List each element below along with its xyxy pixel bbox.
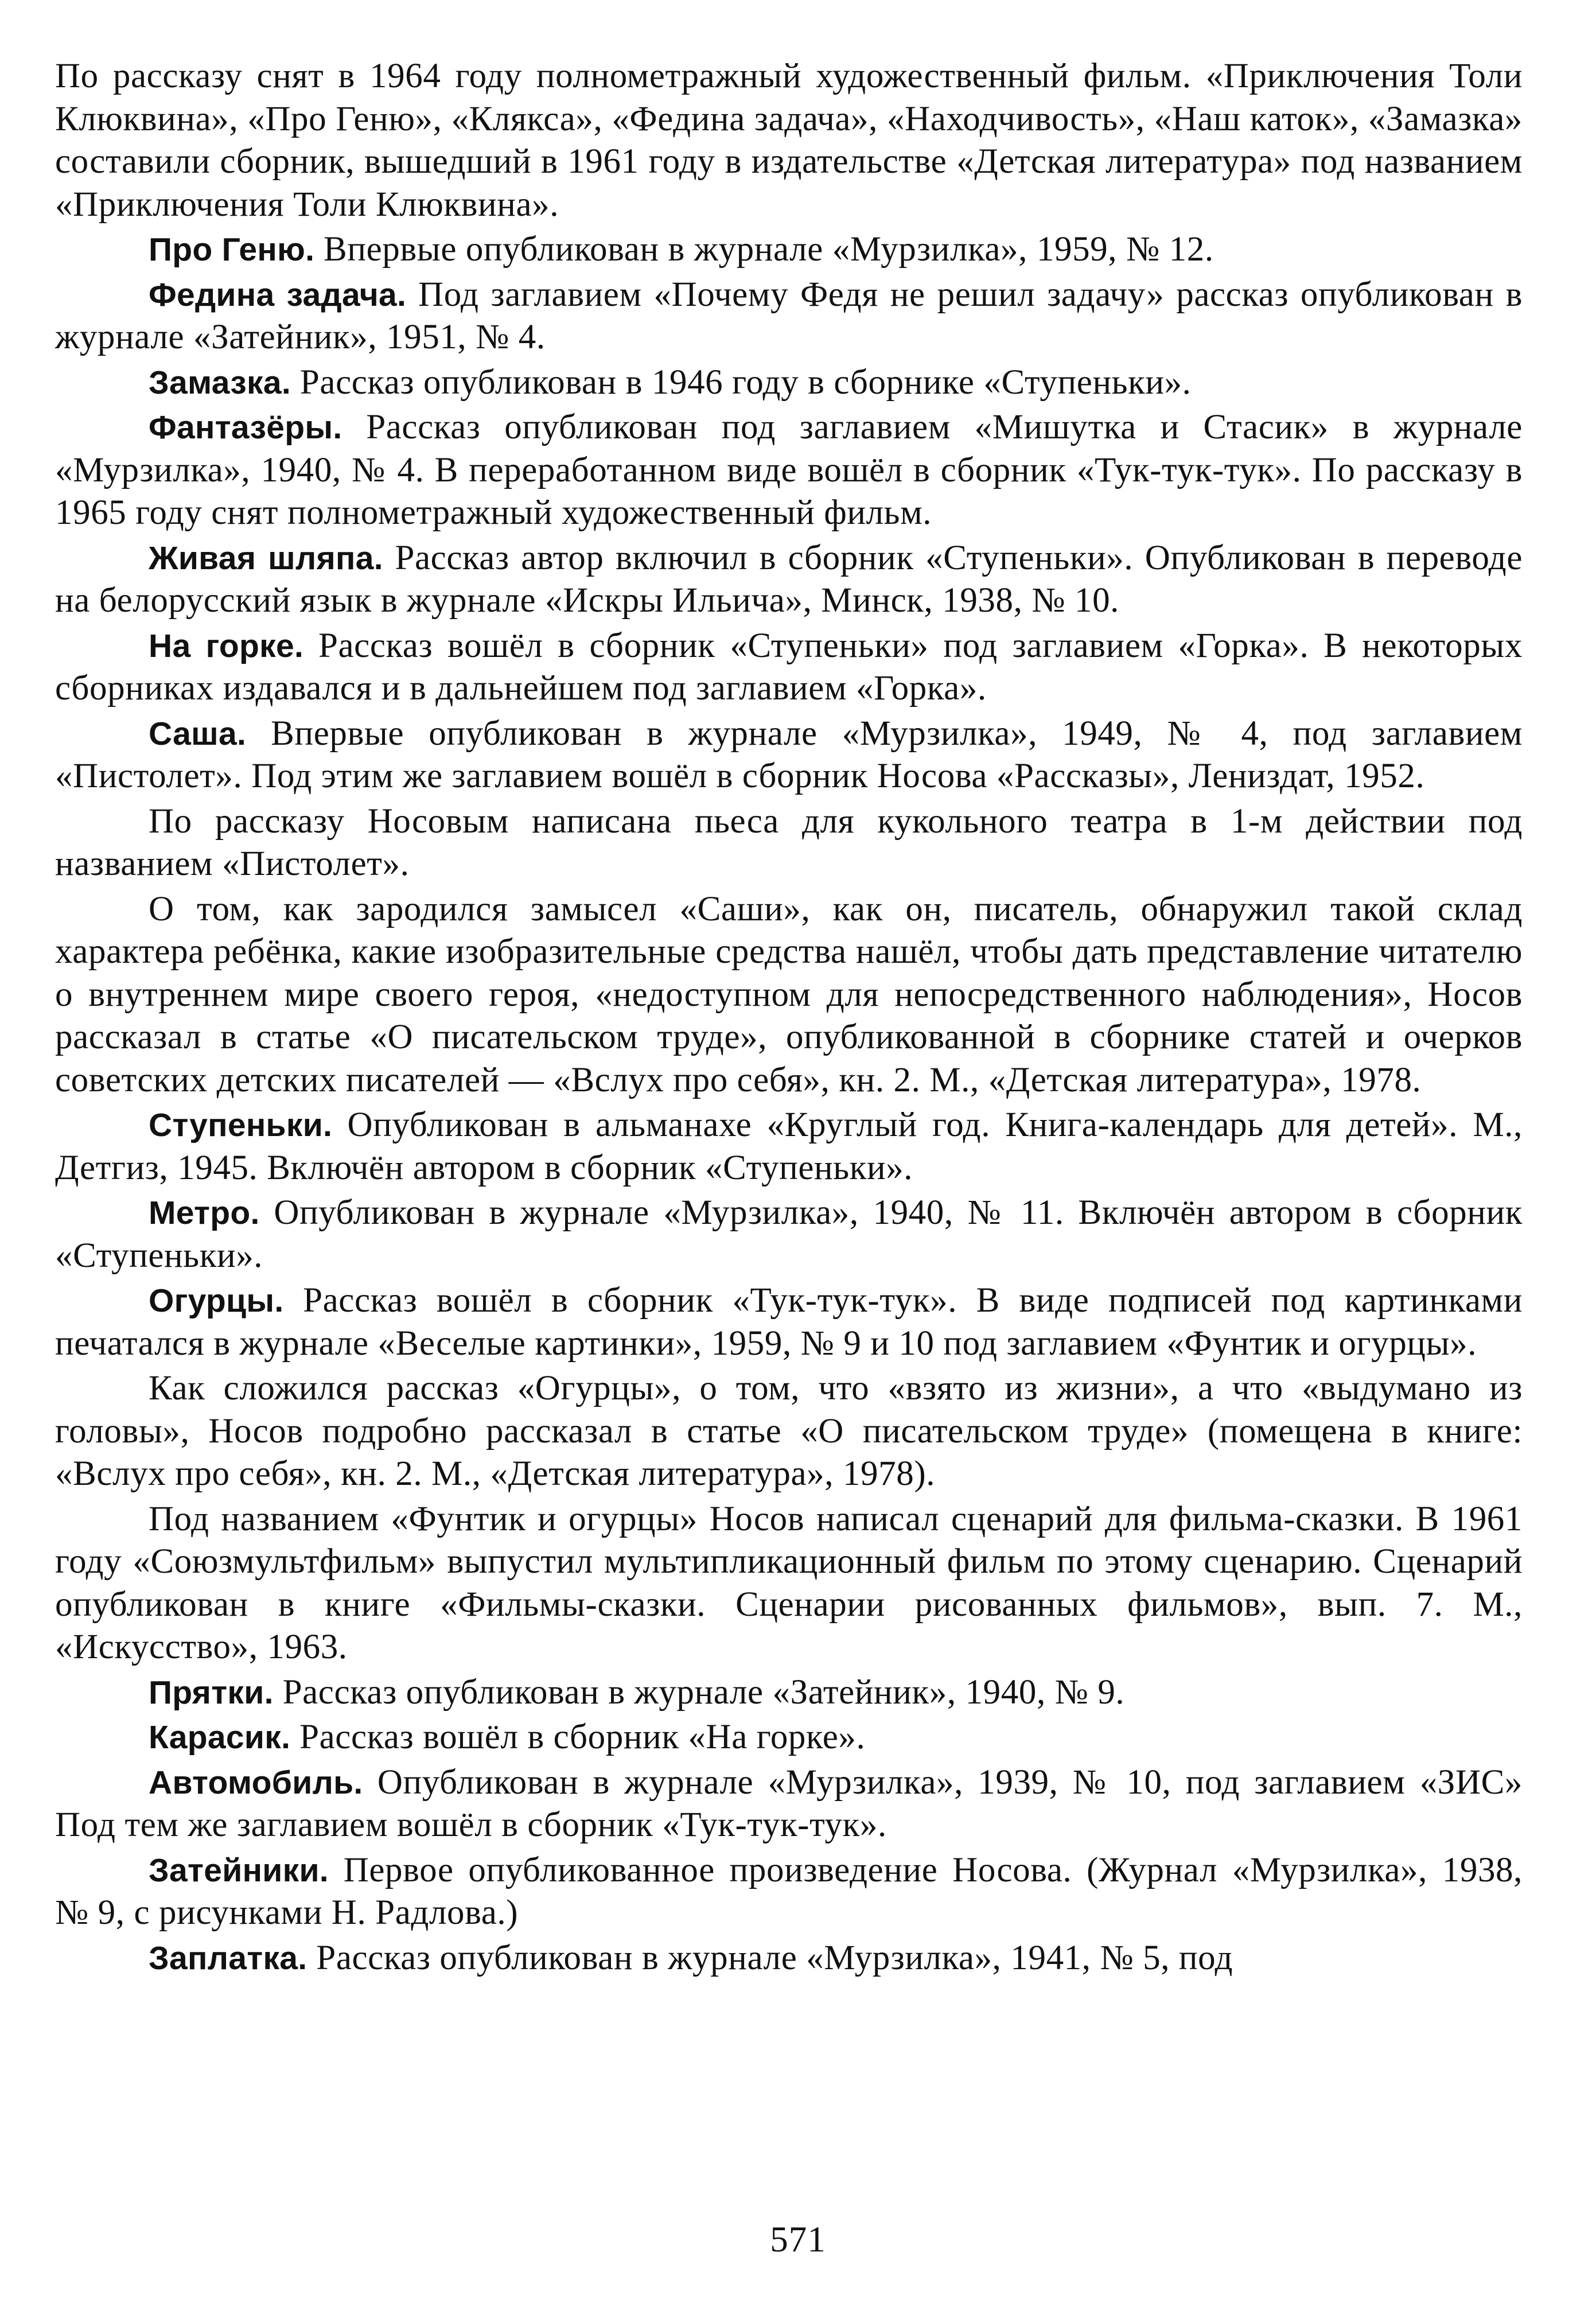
entry-text: Рассказ вошёл в сборник «Ступеньки» под заглавием «Горка». В некоторых сборниках издавался и в дальнейшем под заглавием «Горка». [55,626,1523,707]
entry-paragraph [55,228,1523,271]
entry-paragraph [55,1192,1523,1277]
note-paragraph [55,55,1523,226]
entry-text: Рассказ опубликован в 1946 году в сборнике «Ступеньки». [291,363,1192,402]
entry-title: Фантазёры. [149,409,342,446]
entry-title: Огурцы. [149,1282,284,1319]
entry-text: О том, как зародился замысел «Саши», как он, писатель, обнаружил такой склад характера ребёнка, какие изобразительные средства нашёл, чтобы дать представление читателю о внутреннем мире своего героя, «недоступном для непосредственного наблюдения», Носов рассказал в статье «О писательском труде», опубликованной в сборнике статей и очерков советских детских писателей — «Вслух про себя», кн. 2. М., «Детская литература», 1978. [55,889,1523,1099]
note-paragraph [55,800,1523,886]
entry-text: Опубликован в альманахе «Круглый год. Книга-календарь для детей». М., Детгиз, 1945. Включён автором в сборник «Ступеньки». [55,1106,1523,1187]
entry-paragraph [55,625,1523,710]
entry-title: Заплатка. [149,1939,307,1977]
entry-paragraph [55,1104,1523,1189]
entry-text: Опубликован в журнале «Мурзилка», 1939, № 10, под заглавием «ЗИС» Под тем же заглавием вошёл в сборник «Тук-тук-тук». [55,1763,1523,1844]
note-paragraph [55,1498,1523,1669]
entry-paragraph [55,274,1523,359]
entry-title: Федина задача. [149,276,407,313]
entry-paragraph [55,537,1523,623]
entry-text: Рассказ опубликован под заглавием «Мишутка и Стасик» в журнале «Мурзилка», 1940, № 4. В переработанном виде вошёл в сборник «Тук-тук-тук». По рассказу в 1965 году снят полнометражный художественный фильм. [55,408,1523,532]
entry-paragraph [55,1716,1523,1759]
entry-text: Рассказ опубликован в журнале «Мурзилка», 1941, № 5, под [307,1938,1233,1977]
entry-title: Затейники. [149,1852,329,1889]
entry-text: Под заглавием «Почему Федя не решил задачу» рассказ опубликован в журнале «Затейник», 1951, № 4. [55,275,1523,356]
entry-paragraph [55,361,1523,405]
note-paragraph [55,888,1523,1102]
commentary-text [55,55,1523,1982]
entry-paragraph [55,1849,1523,1935]
entry-paragraph [55,1279,1523,1365]
entry-title: Живая шляпа. [149,539,383,577]
entry-paragraph [55,1761,1523,1847]
entry-text: Рассказ вошёл в сборник «Тук-тук-тук». В виде подписей под картинками печатался в журнале «Веселые картинки», 1959, № 9 и 10 под заглавием «Фунтик и огурцы». [55,1281,1523,1363]
entry-text: Первое опубликованное произведение Носова. (Журнал «Мурзилка», 1938, № 9, с рисунками Н. Радлова.) [55,1850,1523,1932]
entry-text: Впервые опубликован в журнале «Мурзилка», 1949, № 4, под заглавием «Пистолет». Под этим же заглавием вошёл в сборник Носова «Рассказы», Лениздат, 1952. [55,714,1523,795]
entry-title: Карасик. [149,1719,291,1756]
entry-paragraph [55,406,1523,535]
entry-paragraph [55,1937,1523,1980]
entry-text: Рассказ автор включил в сборник «Ступеньки». Опубликован в переводе на белорусский язык в журнале «Искры Ильича», Минск, 1938, № 10. [55,538,1523,620]
entry-text: Рассказ опубликован в журнале «Затейник», 1940, № 9. [273,1673,1125,1712]
entry-text: Под названием «Фунтик и огурцы» Носов написал сценарий для фильма-сказки. В 1961 году «Союзмультфильм» выпустил мультипликационный фильм по этому сценарию. Сценарий опубликован в книге «Фильмы-сказки. Сценарии рисованных фильмов», вып. 7. М., «Искусство», 1963. [55,1499,1523,1666]
entry-title: Автомобиль. [149,1764,363,1801]
entry-title: Ступеньки. [149,1107,333,1144]
entry-title: Прятки. [149,1674,274,1711]
entry-text: Опубликован в журнале «Мурзилка», 1940, № 11. Включён автором в сборник «Ступеньки». [55,1193,1523,1275]
entry-paragraph [55,1671,1523,1714]
entry-title: Про Геню. [149,231,315,268]
entry-title: Замазка. [149,364,291,401]
entry-text: Рассказ вошёл в сборник «На горке». [290,1718,866,1756]
entry-title: Метро. [149,1195,260,1231]
note-paragraph [55,1367,1523,1496]
entry-text: Впервые опубликован в журнале «Мурзилка», 1959, № 12. [314,230,1214,269]
entry-text: По рассказу Носовым написана пьеса для кукольного театра в 1-м действии под названием «Пистолет». [55,802,1523,883]
entry-title: Саша. [149,715,247,752]
entry-paragraph [55,713,1523,798]
entry-title: На горке. [149,627,304,664]
entry-text: Как сложился рассказ «Огурцы», о том, что «взято из жизни», а что «выдумано из головы», Носов подробно рассказал в статье «О писательском труде» (помещена в книге: «Вслух про себя», кн. 2. М., «Детская литература», 1978). [55,1369,1523,1493]
page-number: 571 [770,2219,826,2259]
entry-text: По рассказу снят в 1964 году полнометражный художественный фильм. «Приключения Толи Клюквина», «Про Геню», «Клякса», «Федина задача», «Находчивость», «Наш каток», «Замазка» составили сборник, вышедший в 1961 году в издательстве «Детская литература» под названием «Приключения Толи Клюквина». [55,57,1523,224]
